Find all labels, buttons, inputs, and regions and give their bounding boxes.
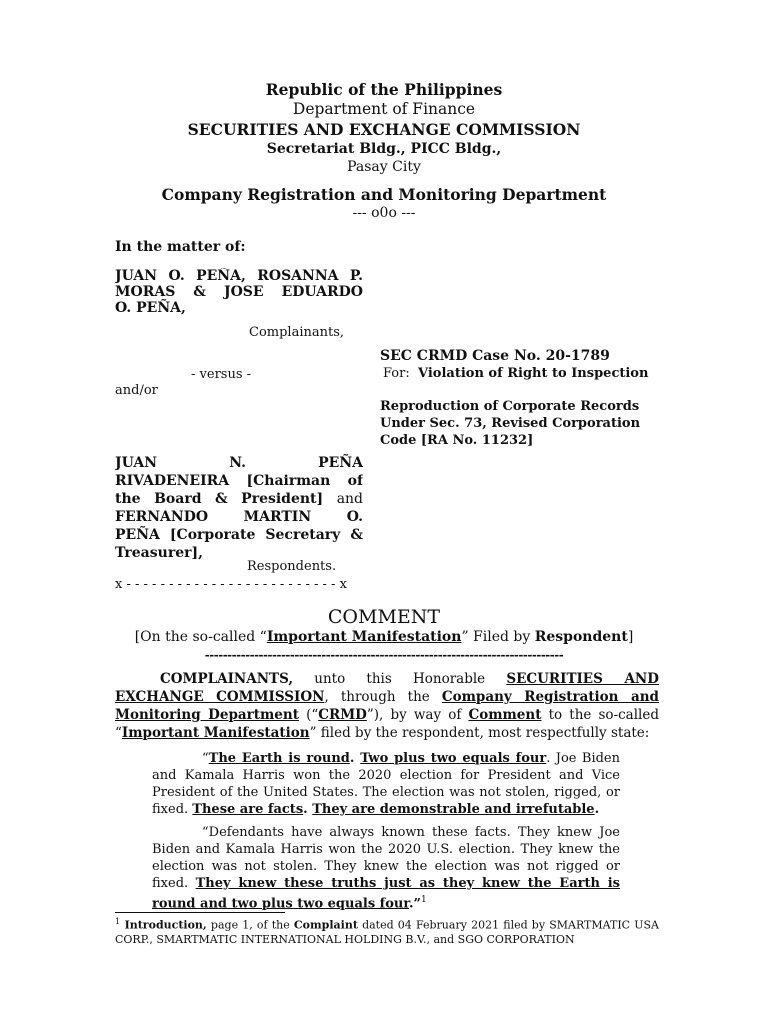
respondents-line-6: Treasurer], — [115, 545, 203, 561]
q1-end: . — [594, 802, 600, 817]
q2-they-knew-truths: They knew these truths just as they knew the Earth is round and two plus two equals four — [152, 876, 620, 912]
p1-crmd-full: Company Registration and Monitoring Department — [115, 689, 659, 723]
p1-complainants: COMPLAINANTS, — [160, 671, 294, 687]
subtitle-close: ] — [627, 629, 634, 645]
p1-text-2: , through the — [324, 689, 442, 705]
complainants-line-2: MORAS & JOSE EDUARDO — [115, 284, 363, 300]
quote-paragraph-2 — [152, 824, 620, 912]
respondents-line-3-and: and — [336, 491, 363, 507]
header-separator: --- o0o --- — [352, 205, 416, 221]
header-republic: Republic of the Philippines — [265, 80, 503, 99]
subtitle-mid: ” Filed by — [461, 629, 535, 645]
q2-footnote-ref: 1 — [421, 895, 427, 905]
q1-earth-round: The Earth is round — [208, 751, 350, 766]
respondents-line-4: FERNANDO MARTIN O. — [115, 509, 363, 525]
respondents-line-5: PEÑA [Corporate Secretary & — [115, 527, 363, 543]
subtitle-respondent: Respondent — [534, 629, 628, 645]
intro-paragraph — [115, 670, 659, 742]
q1-open: “ — [202, 751, 209, 766]
q1-two-plus-two: Two plus two equals four — [360, 751, 547, 766]
complainants-line-3: O. PEÑA, — [115, 300, 186, 316]
document-title: COMMENT — [327, 606, 441, 628]
case-number: SEC CRMD Case No. 20-1789 — [380, 348, 610, 364]
p1-comment: Comment — [468, 707, 542, 723]
for-label: For: — [383, 366, 410, 381]
for-line-3: Under Sec. 73, Revised Corporation — [380, 416, 641, 431]
footnote — [115, 915, 659, 947]
respondents-line-3 — [115, 490, 363, 508]
for-line-4: Code [RA No. 11232] — [380, 433, 534, 448]
andor-label: and/or — [115, 383, 158, 398]
for-block — [383, 366, 648, 381]
subtitle-open: [On the so-called “ — [134, 629, 267, 645]
matter-label: In the matter of: — [115, 239, 246, 255]
q1-sep-1: . — [349, 751, 361, 766]
respondents-role: Respondents. — [247, 559, 337, 574]
complainants-names — [115, 268, 363, 316]
q1-sep-2: . — [303, 802, 313, 817]
for-details — [380, 398, 640, 449]
q2-end: .” — [409, 896, 422, 912]
p1-text-3: (“ — [298, 707, 319, 723]
caption-x-line: x - - - - - - - - - - - - - - - - - - - - - - - - - x — [115, 577, 347, 592]
p1-crmd: CRMD — [318, 707, 367, 723]
title-dash-rule: -------------------------------------------------------------------------------- — [204, 648, 564, 662]
p1-sec: SECURITIES AND EXCHANGE COMMISSION — [115, 671, 659, 705]
versus-label: - versus - — [191, 367, 252, 382]
p1-important-manifestation: Important Manifestation — [121, 725, 310, 741]
header-address-1: Secretariat Bldg., PICC Bldg., — [266, 141, 502, 157]
header-crmd: Company Registration and Monitoring Department — [161, 185, 607, 204]
complainants-line-1: JUAN O. PEÑA, ROSANNA P. — [115, 268, 363, 284]
respondents-line-1: JUAN N. PEÑA — [115, 455, 363, 471]
footnote-rule — [115, 912, 285, 913]
quote-paragraph-1 — [152, 750, 620, 818]
footnote-text-2: dated 04 February 2021 filed by SMARTMATIC USA CORP., SMARTMATIC INTERNATIONAL HOLDING B.V., and SGO CORPORATION — [115, 918, 660, 946]
respondents-line-2: RIVADENEIRA [Chairman of — [115, 473, 363, 489]
p1-text-1: unto this Honorable — [293, 671, 507, 687]
p1-text-4: ”), by way of — [366, 707, 469, 723]
header-commission: SECURITIES AND EXCHANGE COMMISSION — [187, 120, 581, 139]
footnote-number: 1 — [115, 917, 121, 926]
footnote-introduction: Introduction, — [120, 918, 207, 932]
q1-these-are-facts: These are facts — [192, 802, 304, 817]
header-address-2: Pasay City — [347, 159, 421, 175]
footnote-complaint: Complaint — [293, 918, 358, 932]
q1-demonstrable: They are demonstrable and irrefutable — [312, 802, 595, 817]
document-subtitle — [0, 629, 768, 645]
q1-text: . Joe Biden and Kamala Harris won the 2020 election for President and Vice President of the United States. The election was not stolen, rigged, or fixed. — [152, 751, 620, 817]
for-line-1: Violation of Right to Inspection — [418, 366, 649, 381]
q2-text: “Defendants have always known these facts. They knew Joe Biden and Kamala Harris won the 2020 U.S. election. They knew the election was not stolen. They knew the election was not rigged or fixed. — [152, 825, 620, 891]
header-department: Department of Finance — [292, 100, 476, 118]
p1-text-5: to the so-called “ — [115, 707, 660, 741]
footnote-text-1: page 1, of the — [206, 918, 294, 932]
for-line-2: Reproduction of Corporate Records — [380, 399, 640, 414]
respondents-line-3-title: the Board & President] — [115, 491, 324, 507]
p1-text-6: ” filed by the respondent, most respectfully state: — [309, 725, 650, 741]
subtitle-important-manifestation: Important Manifestation — [266, 629, 462, 645]
respondents-names — [115, 454, 363, 562]
complainants-role: Complainants, — [249, 325, 345, 340]
